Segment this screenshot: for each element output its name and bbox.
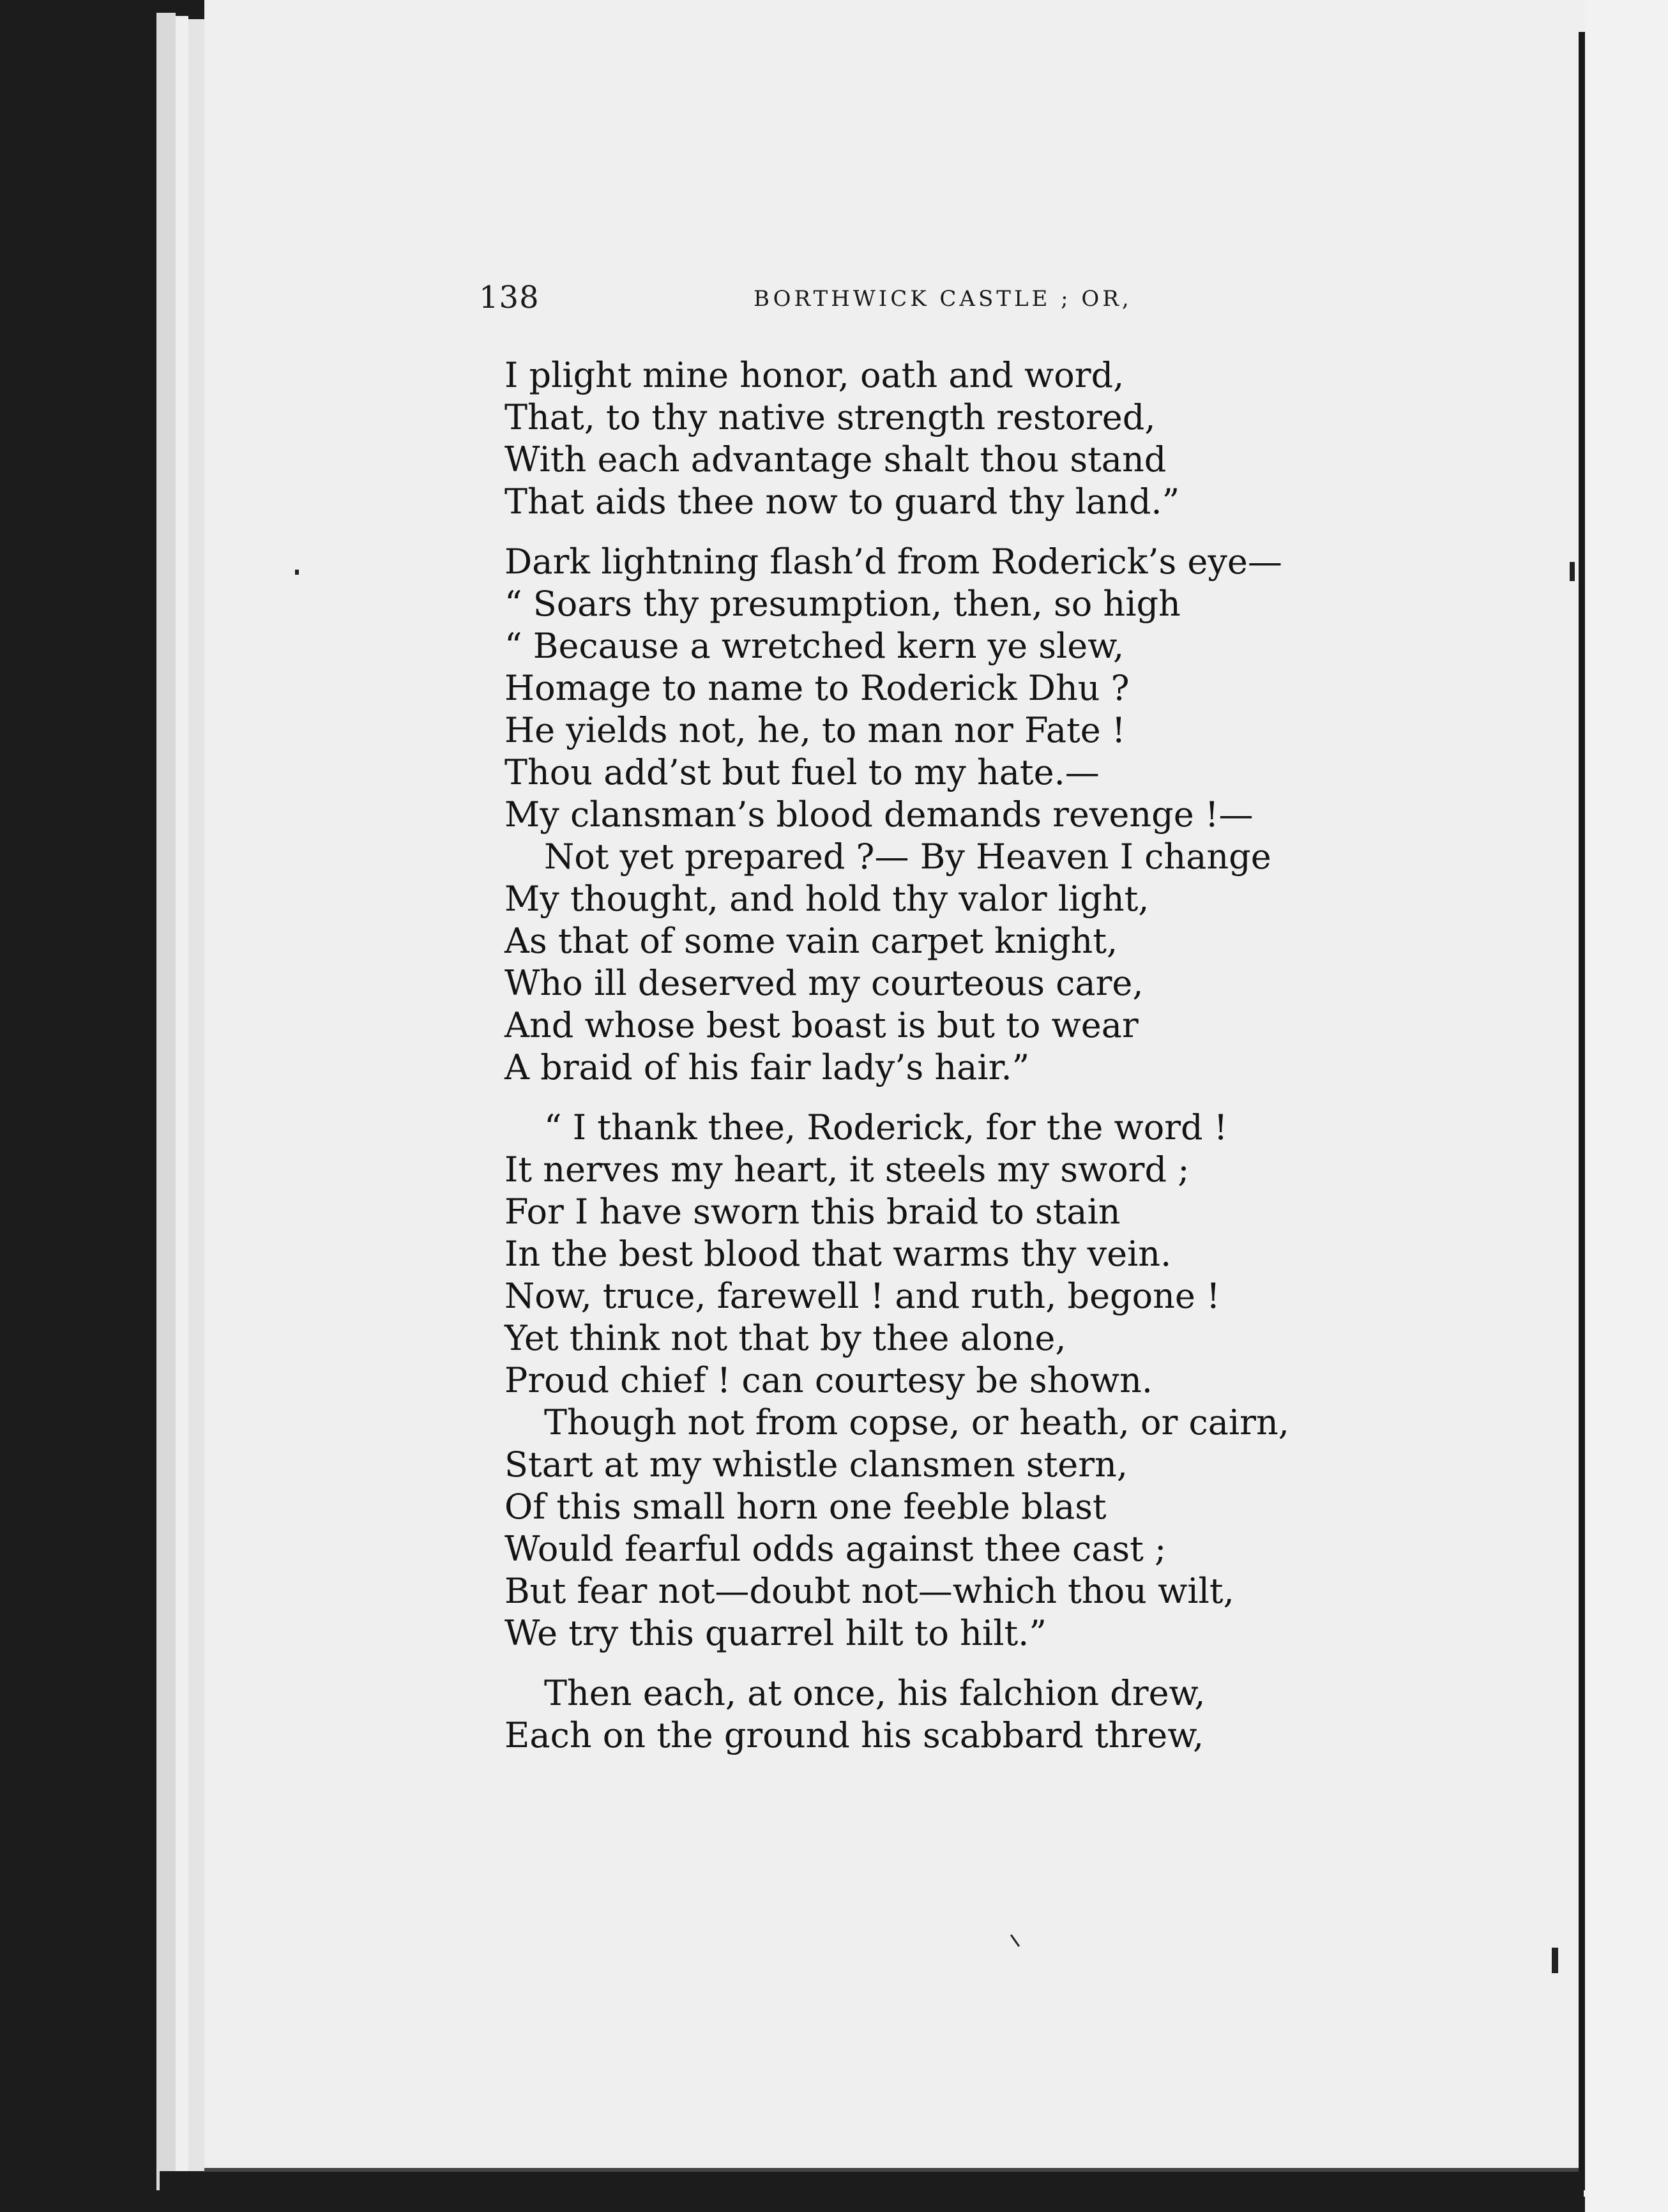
bottom-edge-rule (204, 2168, 1579, 2172)
poem-line: A braid of his fair lady’s hair.” (504, 1047, 1030, 1087)
poem-line: It nerves my heart, it steels my sword ; (504, 1149, 1190, 1190)
stanza (504, 1672, 1558, 1757)
page-edge-inner (188, 19, 204, 2187)
poem-line: With each advantage shalt thou stand (504, 439, 1167, 480)
poem-line: Homage to name to Roderick Dhu ? (504, 668, 1130, 708)
poem-line: “ Because a wretched kern ye slew, (504, 626, 1125, 666)
right-margin (1585, 0, 1668, 2212)
running-head (479, 280, 1565, 324)
poem-line: For I have sworn this braid to stain (504, 1192, 1121, 1232)
poem-line: “ Soars thy presumption, then, so high (504, 584, 1181, 624)
poem-line: Not yet prepared ?— By Heaven I change (544, 837, 1271, 877)
poem-line: Each on the ground his scabbard threw, (504, 1715, 1204, 1755)
stanza (504, 354, 1558, 523)
gutter-shadow (1579, 32, 1585, 2190)
poem-line: Who ill deserved my courteous care, (504, 963, 1144, 1003)
poem-line: Yet think not that by thee alone, (504, 1318, 1066, 1358)
page-edge-outer (156, 13, 176, 2190)
poem-line: My thought, and hold thy valor light, (504, 879, 1149, 919)
poem-line: Proud chief ! can courtesy be shown. (504, 1360, 1153, 1400)
speck-mark (1552, 1948, 1558, 1973)
page-edge-middle (176, 16, 188, 2187)
poem-line: But fear not—doubt not—which thou wilt, (504, 1571, 1234, 1611)
poem-line: Would fearful odds against thee cast ; (504, 1529, 1167, 1569)
poem-text (504, 354, 1558, 1775)
poem-line: As that of some vain carpet knight, (504, 921, 1118, 961)
poem-line: Now, truce, farewell ! and ruth, begone ! (504, 1276, 1220, 1316)
poem-line: He yields not, he, to man nor Fate ! (504, 710, 1126, 750)
page-number: 138 (479, 280, 540, 315)
poem-line: That aids thee now to guard thy land.” (504, 481, 1180, 522)
stanza (504, 541, 1558, 1089)
speck-mark (1570, 562, 1575, 581)
poem-line: Then each, at once, his falchion drew, (544, 1673, 1206, 1713)
poem-line: My clansman’s blood demands revenge !— (504, 794, 1254, 835)
poem-line: In the best blood that warms thy vein. (504, 1234, 1172, 1274)
running-title: BORTHWICK CASTLE ; OR, (754, 286, 1132, 312)
poem-line: We try this quarrel hilt to hilt.” (504, 1613, 1047, 1653)
poem-line: And whose best boast is but to wear (504, 1005, 1139, 1045)
bottom-border (160, 2171, 1584, 2212)
speck-mark (295, 570, 299, 575)
poem-line: Of this small horn one feeble blast (504, 1487, 1107, 1527)
poem-line: I plight mine honor, oath and word, (504, 355, 1125, 395)
stanza (504, 1107, 1558, 1655)
poem-line: “ I thank thee, Roderick, for the word ! (544, 1107, 1228, 1148)
poem-line: Thou add’st but fuel to my hate.— (504, 752, 1100, 792)
poem-line: Though not from copse, or heath, or cairn, (544, 1402, 1289, 1443)
poem-line: Start at my whistle clansmen stern, (504, 1444, 1128, 1485)
poem-line: Dark lightning flash’d from Roderick’s eye— (504, 542, 1282, 582)
poem-line: That, to thy native strength restored, (504, 397, 1156, 437)
